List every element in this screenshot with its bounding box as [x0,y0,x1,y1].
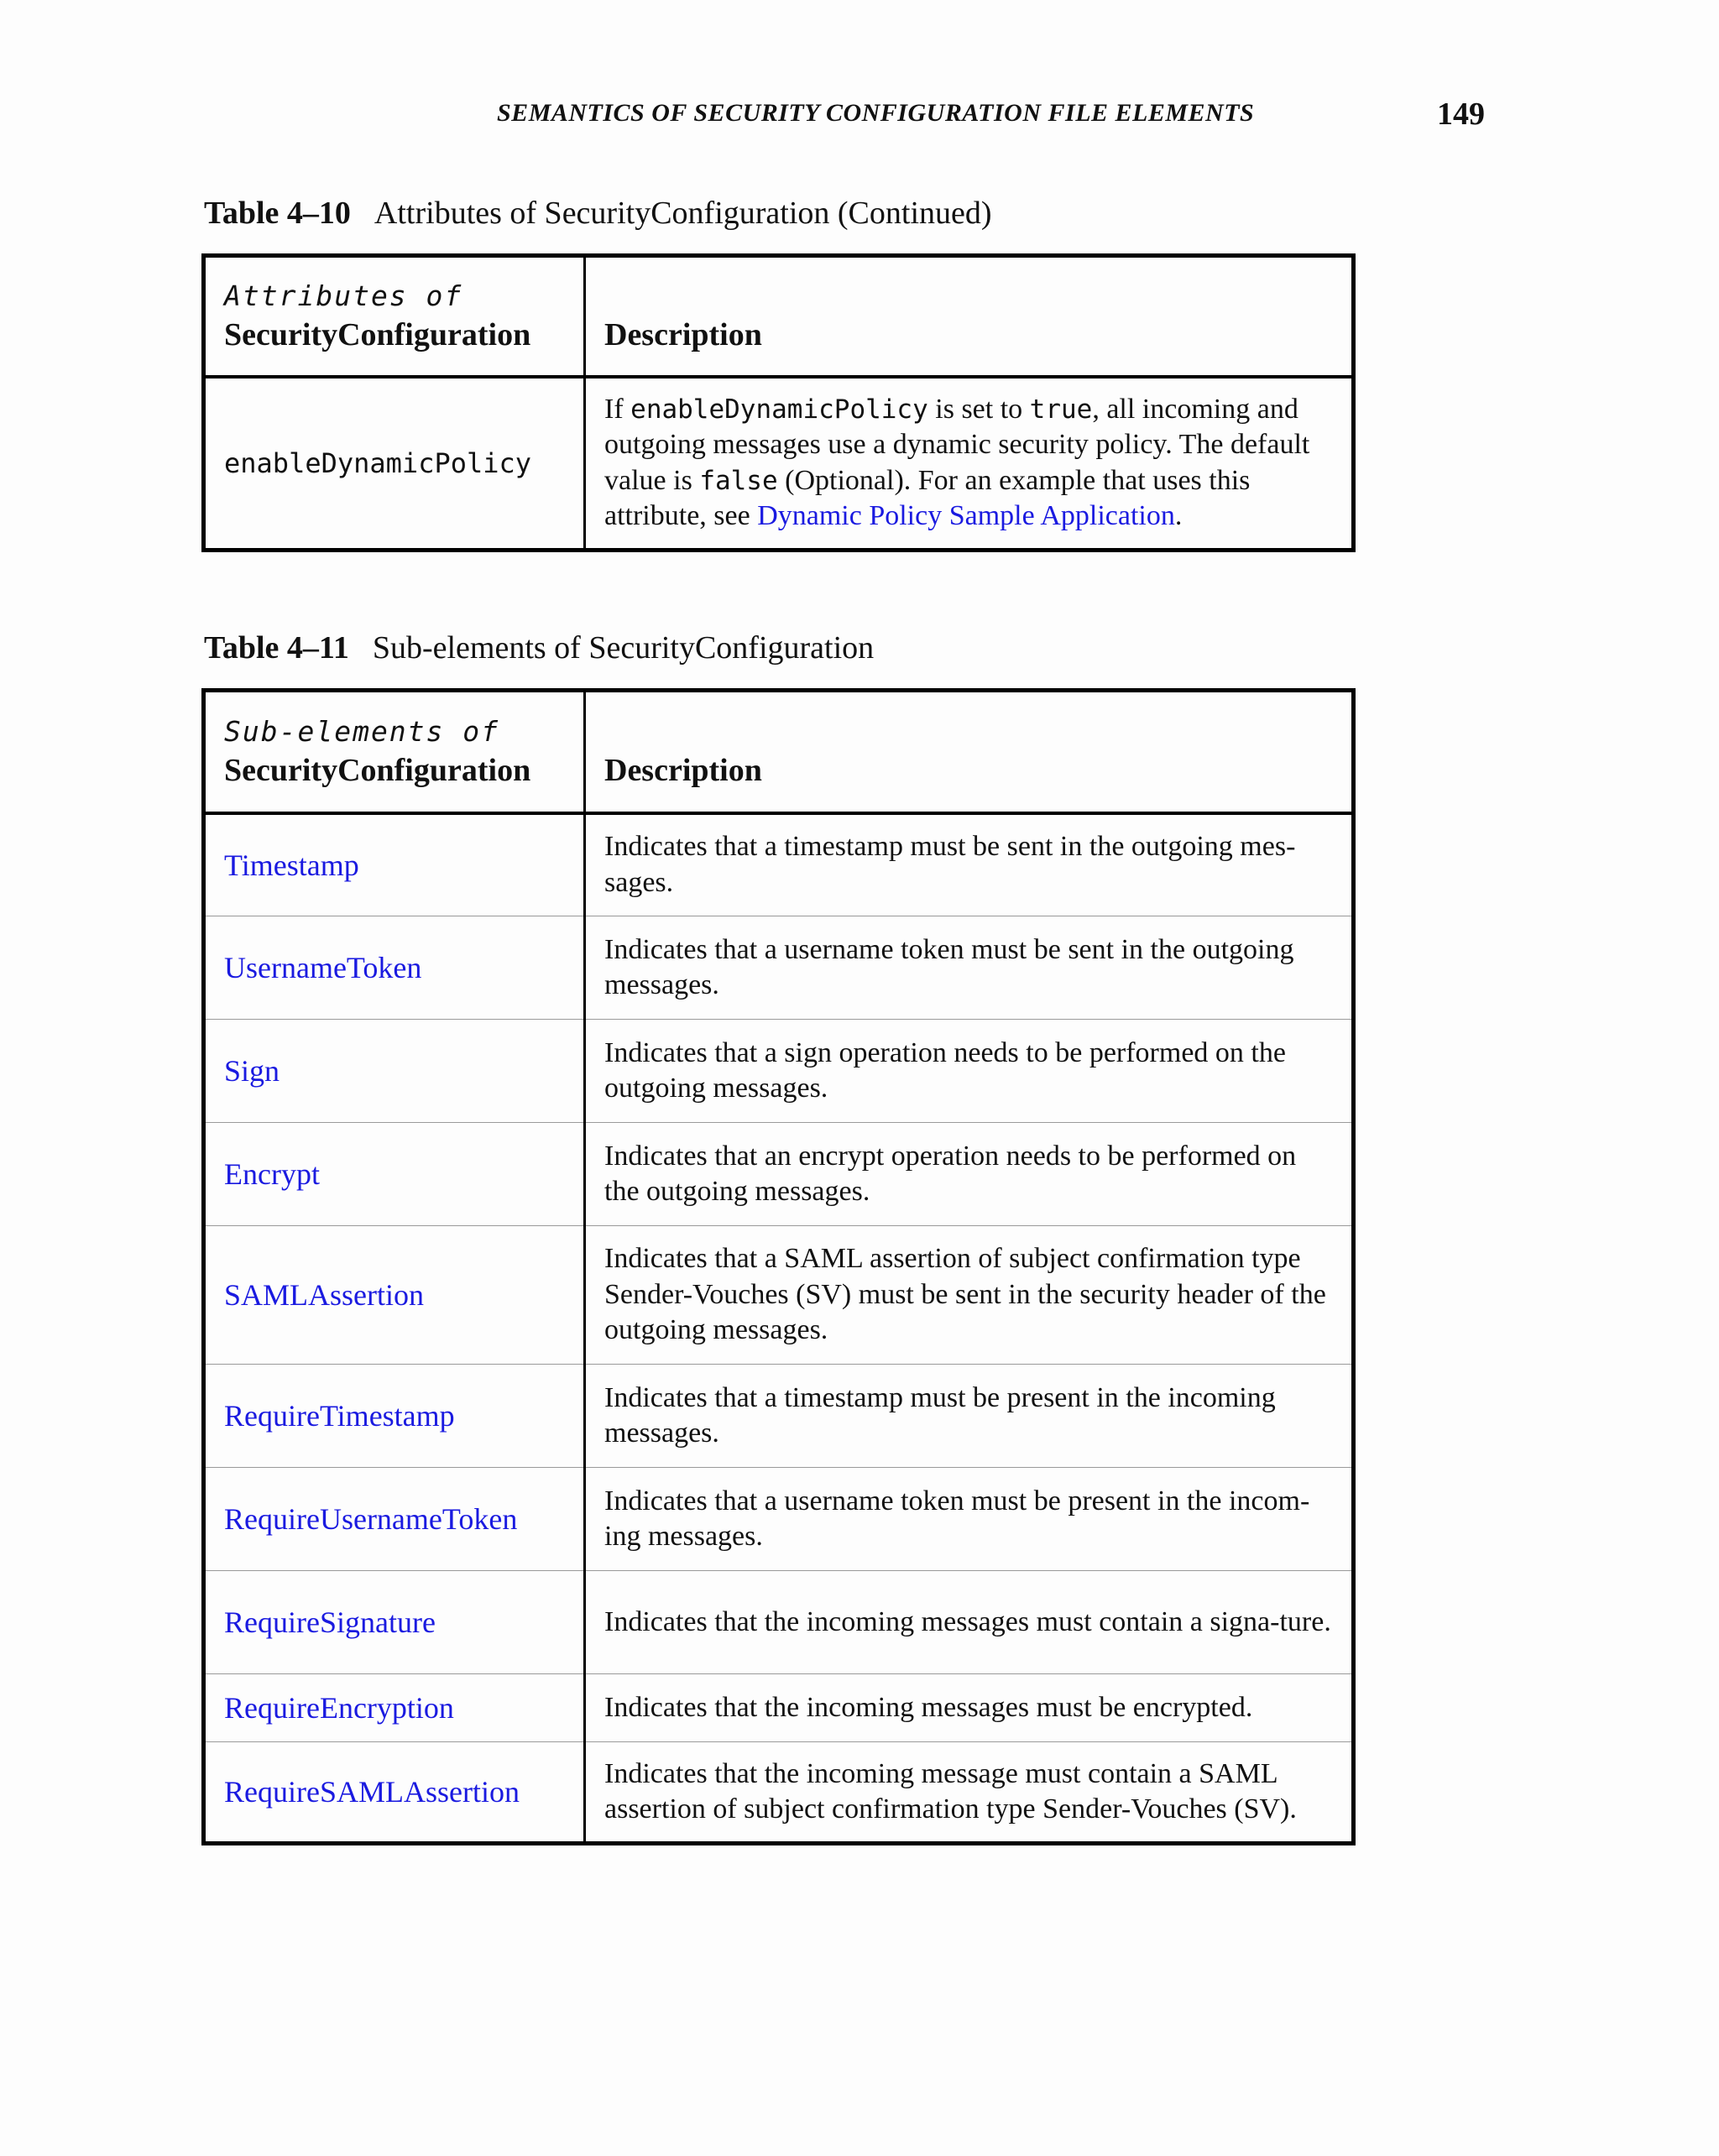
dynamic-policy-sample-link[interactable]: Dynamic Policy Sample Application [757,500,1175,532]
table-row [204,1571,1354,1674]
element-link[interactable]: Timestamp [204,813,585,916]
table-row [204,1020,1354,1123]
running-head: SEMANTICS OF SECURITY CONFIGURATION FILE ELEMENTS [497,99,1255,127]
desc-text: is set to [927,393,1030,425]
table-header-row [204,256,1354,377]
element-description: Indicates that a sign operation needs to be performed on the outgoing messages. [585,1020,1354,1123]
caption-title: Attributes of SecurityConfiguration (Continued) [374,196,992,231]
element-link[interactable]: RequireSignature [204,1571,585,1674]
caption-title: Sub-elements of SecurityConfiguration [372,630,875,666]
page-number: 149 [1437,97,1485,132]
code-false: false [699,465,778,496]
table-row [204,813,1354,916]
attributes-table [201,253,1356,552]
attribute-description [585,377,1354,551]
element-link[interactable]: Sign [204,1020,585,1123]
table-4-10-caption [204,195,992,232]
element-description: Indicates that a timestamp must be present in the incoming messages. [585,1365,1354,1468]
element-description: Indicates that the incoming message must contain a SAML assertion of subject confirmation type Sender-Vouches (SV). [604,1757,1297,1825]
header-line-mono: Attributes of [224,279,463,312]
sub-elements-table [201,688,1356,1845]
element-description: Indicates that an encrypt operation needs to be performed on the outgoing messages. [585,1123,1354,1226]
element-description: Indicates that a username token must be sent in the outgoing messages. [585,916,1354,1020]
table-header-row [204,691,1354,813]
element-link[interactable]: RequireTimestamp [204,1365,585,1468]
table-row [204,1468,1354,1571]
header-line-bold: SecurityConfiguration [224,316,531,352]
header-description [585,256,1354,377]
header-line-mono: Sub-elements of [224,714,500,748]
element-description: Indicates that a SAML assertion of subject confirmation type Sender-Vouches (SV) must be sent in the security header of the outgoing messages. [585,1226,1354,1365]
element-link[interactable]: Encrypt [204,1123,585,1226]
element-description: Indicates that a timestamp must be sent in the outgoing mes-sages. [585,813,1354,916]
element-link[interactable]: UsernameToken [204,916,585,1020]
table-row [204,1674,1354,1742]
element-description: Indicates that a username token must be present in the incom-ing messages. [585,1468,1354,1571]
desc-text: (Optional). For an example that uses this attribute, see [604,464,1251,532]
element-link[interactable]: RequireUsernameToken [204,1468,585,1571]
header-description-label: Description [604,752,762,788]
code-true: true [1029,394,1093,425]
header-attributes [204,256,585,377]
caption-number: Table 4–11 [204,630,349,666]
caption-number: Table 4–10 [204,196,351,231]
table-row [204,1365,1354,1468]
table-row [204,1742,1354,1844]
header-description-label: Description [604,316,762,352]
element-link[interactable]: RequireSAMLAssertion [204,1742,585,1844]
attribute-name: enableDynamicPolicy [204,377,585,551]
table-row [204,377,1354,551]
table-row [204,1226,1354,1365]
element-description: Indicates that the incoming messages must be encrypted. [585,1674,1354,1742]
header-description [585,691,1354,813]
element-link[interactable]: SAMLAssertion [204,1226,585,1365]
table-row [204,916,1354,1020]
table-row [204,1123,1354,1226]
header-line-bold: SecurityConfiguration [224,752,531,788]
desc-text: , all incoming and outgoing messages use a dynamic security policy. The default value is [604,393,1310,496]
code-enable-dynamic-policy: enableDynamicPolicy [630,394,928,425]
header-sub-elements [204,691,585,813]
desc-text: . [1174,500,1183,532]
element-description: Indicates that the incoming messages must contain a signa-ture. [585,1571,1354,1674]
desc-text: If [604,393,631,425]
element-link[interactable]: RequireEncryption [204,1674,585,1742]
table-4-11-caption [204,629,874,666]
